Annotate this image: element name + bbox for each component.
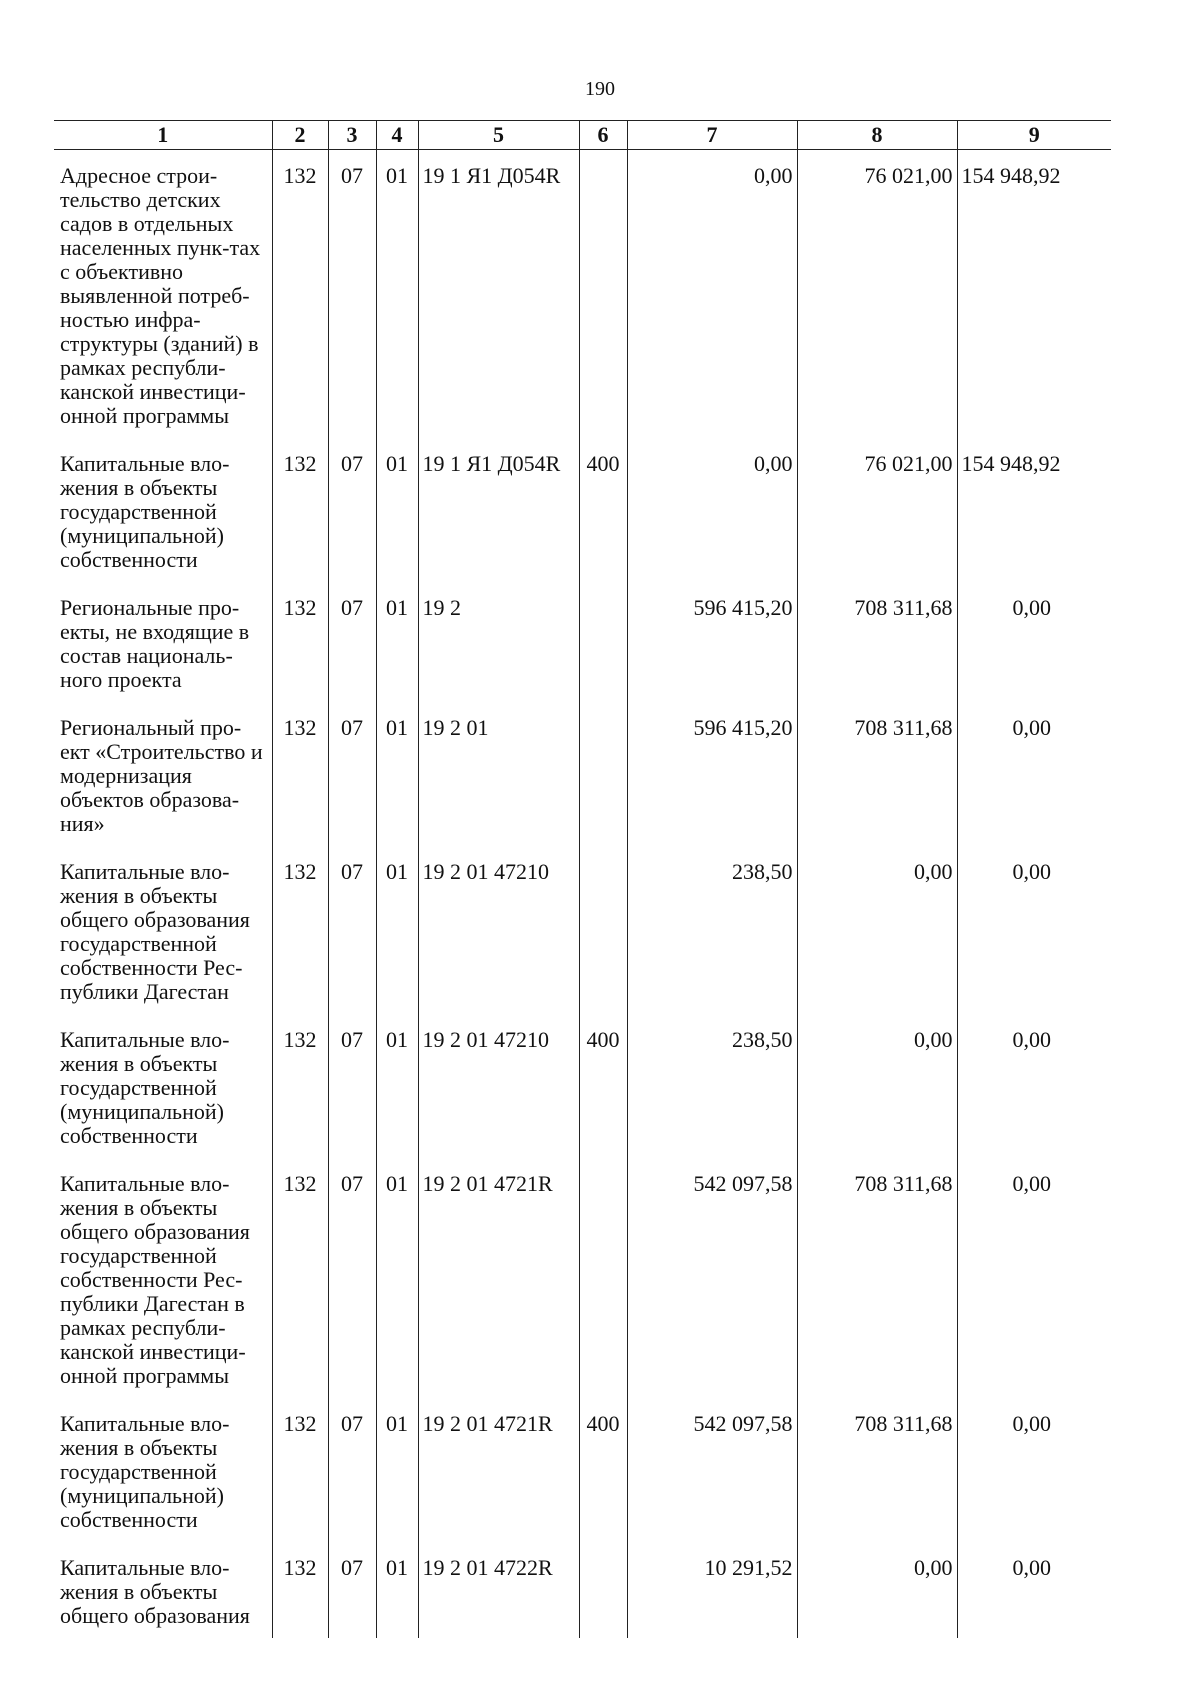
cell-code-3: 07 <box>328 1542 376 1638</box>
cell-code-4: 01 <box>376 846 418 1014</box>
cell-target-article: 19 2 01 47210 <box>418 846 579 1014</box>
row-name: Адресное строи-тельство детских садов в отдельных населенных пунк-тах с объективно выявленной потреб-ностью инфра-структуры (зданий) в рамках республи-канской инвестици-онной программы <box>60 163 261 428</box>
cell-amount-8: 0,00 <box>797 846 957 1014</box>
table-row <box>54 1398 1111 1542</box>
cell-expense-type: 400 <box>579 1014 627 1158</box>
cell-amount-8: 708 311,68 <box>797 702 957 846</box>
row-name: Капитальные вло-жения в объекты государственной (муниципальной) собственности <box>60 1411 230 1532</box>
cell-target-article: 19 2 <box>418 582 579 702</box>
table-row <box>54 1014 1111 1158</box>
table-row <box>54 702 1111 846</box>
header-col-8: 8 <box>797 121 957 150</box>
cell-code-3: 07 <box>328 846 376 1014</box>
cell-code-3: 07 <box>328 150 376 439</box>
cell-target-article: 19 1 Я1 Д054R <box>418 438 579 582</box>
cell-code-2: 132 <box>272 846 328 1014</box>
header-col-1: 1 <box>54 121 272 150</box>
cell-code-4: 01 <box>376 150 418 439</box>
header-col-5: 5 <box>418 121 579 150</box>
table-row <box>54 1158 1111 1398</box>
header-col-3: 3 <box>328 121 376 150</box>
cell-code-3: 07 <box>328 1014 376 1158</box>
table-row <box>54 582 1111 702</box>
cell-amount-9: 0,00 <box>957 846 1111 1014</box>
cell-amount-8: 76 021,00 <box>797 150 957 439</box>
row-name: Капитальные вло-жения в объекты общего образования государственной собственности Рес-публики Дагестан в рамках республи-канской инвестици-онной программы <box>60 1171 250 1388</box>
cell-code-4: 01 <box>376 438 418 582</box>
row-name: Региональные про-екты, не входящие в состав националь-ного проекта <box>60 595 250 692</box>
cell-amount-7: 0,00 <box>627 150 797 439</box>
table-header <box>54 121 1111 150</box>
row-name: Капитальные вло-жения в объекты государственной (муниципальной) собственности <box>60 451 230 572</box>
page-number: 190 <box>585 78 615 100</box>
cell-amount-9: 154 948,92 <box>957 150 1111 439</box>
header-row <box>54 121 1111 150</box>
cell-code-4: 01 <box>376 1542 418 1638</box>
cell-target-article: 19 2 01 47210 <box>418 1014 579 1158</box>
cell-code-2: 132 <box>272 150 328 439</box>
cell-amount-7: 0,00 <box>627 438 797 582</box>
cell-code-4: 01 <box>376 1158 418 1398</box>
cell-target-article: 19 1 Я1 Д054R <box>418 150 579 439</box>
cell-target-article: 19 2 01 4721R <box>418 1158 579 1398</box>
header-col-4: 4 <box>376 121 418 150</box>
cell-code-4: 01 <box>376 702 418 846</box>
cell-amount-7: 238,50 <box>627 846 797 1014</box>
cell-code-3: 07 <box>328 702 376 846</box>
cell-amount-7: 542 097,58 <box>627 1398 797 1542</box>
cell-expense-type: 400 <box>579 1398 627 1542</box>
cell-code-3: 07 <box>328 438 376 582</box>
cell-code-2: 132 <box>272 1014 328 1158</box>
cell-code-2: 132 <box>272 438 328 582</box>
cell-expense-type <box>579 1542 627 1638</box>
cell-amount-9: 0,00 <box>957 582 1111 702</box>
cell-amount-9: 0,00 <box>957 1542 1111 1638</box>
header-col-2: 2 <box>272 121 328 150</box>
cell-amount-7: 238,50 <box>627 1014 797 1158</box>
row-name: Капитальные вло-жения в объекты общего образования <box>60 1555 250 1628</box>
cell-amount-7: 542 097,58 <box>627 1158 797 1398</box>
cell-amount-9: 0,00 <box>957 702 1111 846</box>
cell-target-article: 19 2 01 4721R <box>418 1398 579 1542</box>
cell-expense-type <box>579 702 627 846</box>
header-col-6: 6 <box>579 121 627 150</box>
header-col-9: 9 <box>957 121 1111 150</box>
table-body <box>54 150 1111 1639</box>
cell-code-3: 07 <box>328 582 376 702</box>
cell-amount-9: 0,00 <box>957 1398 1111 1542</box>
cell-code-2: 132 <box>272 582 328 702</box>
cell-amount-8: 708 311,68 <box>797 1398 957 1542</box>
cell-amount-7: 596 415,20 <box>627 582 797 702</box>
table-row <box>54 150 1111 439</box>
cell-target-article: 19 2 01 4722R <box>418 1542 579 1638</box>
cell-code-2: 132 <box>272 1542 328 1638</box>
cell-expense-type <box>579 582 627 702</box>
cell-amount-7: 10 291,52 <box>627 1542 797 1638</box>
cell-amount-8: 76 021,00 <box>797 438 957 582</box>
cell-code-4: 01 <box>376 1398 418 1542</box>
cell-code-2: 132 <box>272 702 328 846</box>
table-row <box>54 846 1111 1014</box>
cell-expense-type <box>579 846 627 1014</box>
cell-code-2: 132 <box>272 1398 328 1542</box>
row-name: Капитальные вло-жения в объекты государственной (муниципальной) собственности <box>60 1027 230 1148</box>
cell-expense-type: 400 <box>579 438 627 582</box>
cell-target-article: 19 2 01 <box>418 702 579 846</box>
row-name: Капитальные вло-жения в объекты общего образования государственной собственности Рес-публики Дагестан <box>60 859 250 1004</box>
budget-table-container <box>54 120 1111 1638</box>
cell-code-3: 07 <box>328 1398 376 1542</box>
header-col-7: 7 <box>627 121 797 150</box>
cell-expense-type <box>579 1158 627 1398</box>
table-row <box>54 438 1111 582</box>
cell-code-4: 01 <box>376 582 418 702</box>
cell-code-2: 132 <box>272 1158 328 1398</box>
cell-code-4: 01 <box>376 1014 418 1158</box>
cell-amount-8: 0,00 <box>797 1542 957 1638</box>
cell-code-3: 07 <box>328 1158 376 1398</box>
cell-amount-8: 708 311,68 <box>797 1158 957 1398</box>
row-name: Региональный про-ект «Строительство и модернизация объектов образова-ния» <box>60 715 263 836</box>
budget-table <box>54 120 1111 1638</box>
cell-amount-9: 0,00 <box>957 1014 1111 1158</box>
cell-expense-type <box>579 150 627 439</box>
cell-amount-7: 596 415,20 <box>627 702 797 846</box>
cell-amount-9: 0,00 <box>957 1158 1111 1398</box>
cell-amount-8: 708 311,68 <box>797 582 957 702</box>
cell-amount-8: 0,00 <box>797 1014 957 1158</box>
table-row <box>54 1542 1111 1638</box>
cell-amount-9: 154 948,92 <box>957 438 1111 582</box>
